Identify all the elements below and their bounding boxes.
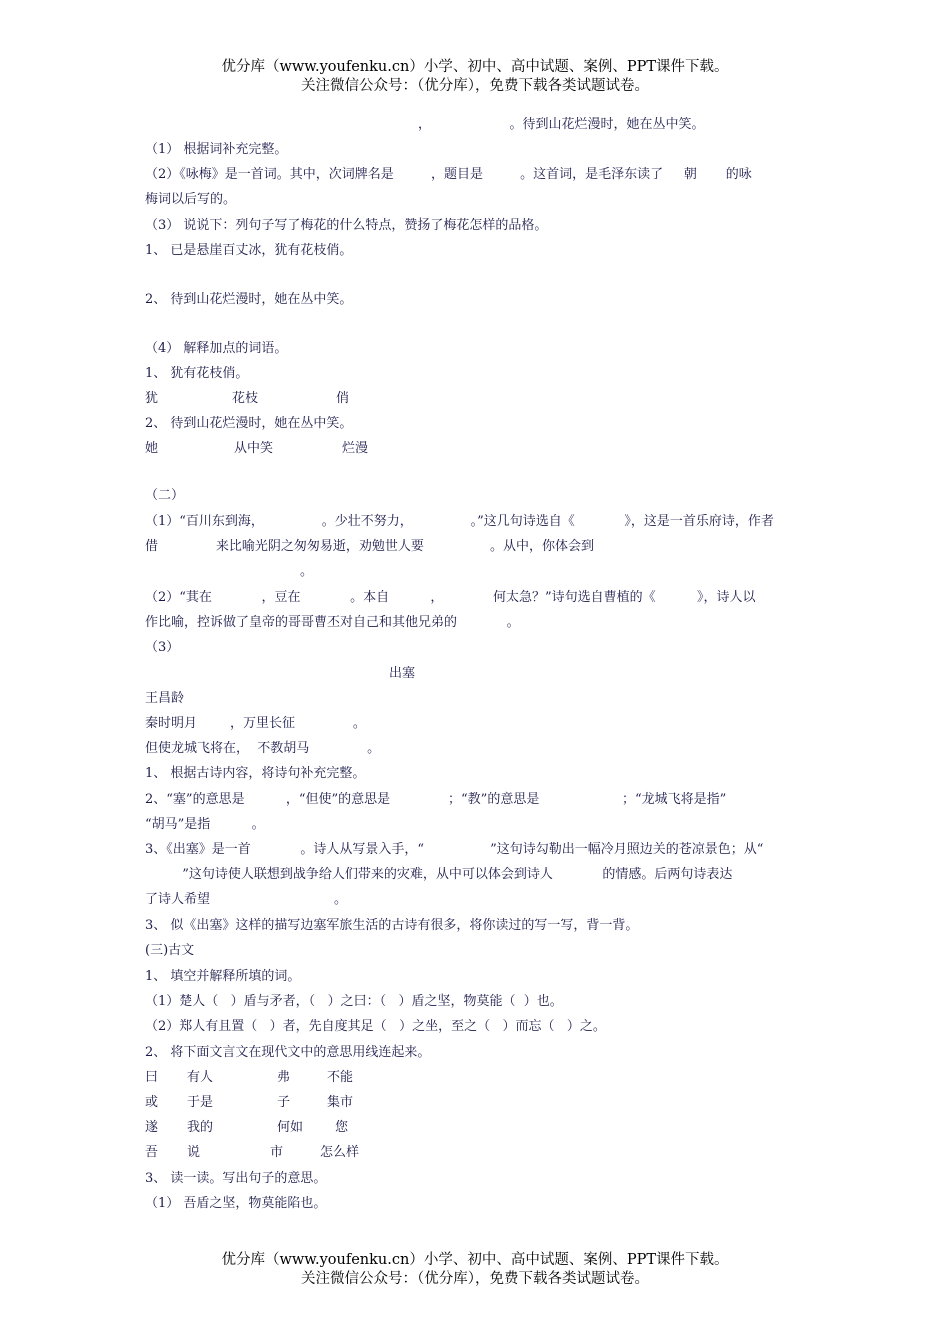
s2-sub-4: 3、 似《出塞》这样的描写边塞军旅生活的古诗有很多，将你读过的写一写，背一背。 (145, 918, 639, 933)
poem-line-1: 秦时明月 ，万里长征 。 (145, 716, 366, 731)
page-header-line2: 关注微信公众号：（优分库），免费下载各类试题试卷。 (301, 78, 649, 94)
match-classical-right: 子 (277, 1095, 291, 1110)
match-classical-left: 遂 (145, 1120, 159, 1135)
s2-sub-1: 1、 根据古诗内容，将诗句补充完整。 (145, 766, 366, 781)
q1-prompt: （1） 根据词补充完整。 (145, 142, 288, 157)
s2-sub-3-line-b: ”这句诗使人联想到战争给人们带来的灾难，从中可以体会到诗人 的情感。后两句诗表达 (145, 867, 733, 882)
word-ta: 她 (145, 441, 159, 456)
page-footer-line2: 关注微信公众号：（优分库），免费下载各类试题试卷。 (301, 1271, 649, 1287)
page-footer-line1: 优分库（www.youfenku.cn）小学、初中、高中试题、案例、PPT课件下载。 (221, 1252, 729, 1268)
match-modern-left: 有人 (187, 1070, 214, 1085)
match-modern-right: 怎么样 (320, 1145, 360, 1160)
s3-q1-item-2: （2）郑人有且置（ ）者，先自度其足（ ）之坐，至之（ ）而忘（ ）之。 (145, 1019, 606, 1034)
match-classical-left: 曰 (145, 1070, 159, 1085)
q3-prompt: （3） 说说下：列句子写了梅花的什么特点，赞扬了梅花怎样的品格。 (145, 218, 548, 233)
word-qiao: 俏 (336, 391, 350, 406)
word-congzhongxiao: 从中笑 (234, 441, 274, 456)
match-modern-right: 不能 (327, 1070, 354, 1085)
s2-q2-line-a: （2）“萁在 ，豆在 。本自 ， 何太急？”诗句选自曹植的《 》，诗人以 (145, 590, 756, 605)
q3-item-1: 1、 已是悬崖百丈冰，犹有花枝俏。 (145, 243, 353, 258)
s2-q1-line-c: 。 (300, 564, 314, 579)
q4-item-1: 1、 犹有花枝俏。 (145, 366, 249, 381)
q3-item-2: 2、 待到山花烂漫时，她在丛中笑。 (145, 292, 353, 307)
match-classical-left: 或 (145, 1095, 159, 1110)
match-classical-right: 何如 (277, 1120, 304, 1135)
q2-line-a: （2）《咏梅》是一首词。其中，次词牌名是 ，题目是 。这首词，是毛泽东读了 朝 的咏 (145, 167, 752, 182)
s2-sub-3-line-a: 3、《出塞》是一首 。诗人从写景入手，“ ”这句诗勾勒出一幅冷月照边关的苍凉景色；从“ (145, 842, 764, 857)
s2-q1-line-b: 借 来比喻光阴之匆匆易逝，劝勉世人要 。从中，你体会到 (145, 539, 594, 554)
s3-q3-item-1: （1） 吾盾之坚，物莫能陷也。 (145, 1196, 327, 1211)
poem-line-fill: ， 。待到山花烂漫时，她在丛中笑。 (418, 117, 705, 132)
match-modern-right: 您 (335, 1120, 349, 1135)
match-classical-left: 吾 (145, 1145, 159, 1160)
match-modern-left: 于是 (187, 1095, 214, 1110)
match-classical-right: 弗 (277, 1070, 291, 1085)
s2-q3-label: （3） (145, 640, 180, 655)
poem-title: 出塞 (389, 666, 416, 681)
match-modern-right: 集市 (327, 1095, 354, 1110)
match-classical-right: 市 (270, 1145, 284, 1160)
word-huazhi: 花枝 (232, 391, 259, 406)
match-modern-left: 说 (187, 1145, 201, 1160)
s2-sub-3-line-c: 了诗人希望 。 (145, 892, 347, 907)
poem-line-2: 但使龙城飞将在， 不教胡马 。 (145, 741, 381, 756)
section2-title: （二） (145, 488, 185, 503)
s3-q1-item-1: （1）楚人（ ）盾与矛者，（ ）之曰：（ ）盾之坚，物莫能（ ）也。 (145, 994, 563, 1009)
s2-sub-2-line-a: 2、“塞”的意思是 ，“但使”的意思是 ；“教”的意思是 ；“龙城飞将是指” (145, 792, 727, 807)
s2-q2-line-b: 作比喻，控诉做了皇帝的哥哥曹丕对自己和其他兄弟的 。 (145, 615, 520, 630)
s3-q2: 2、 将下面文言文在现代文中的意思用线连起来。 (145, 1045, 431, 1060)
s3-q1: 1、 填空并解释所填的词。 (145, 969, 301, 984)
match-modern-left: 我的 (187, 1120, 214, 1135)
s2-q1-line-a: （1）“百川东到海， 。少壮不努力， 。”这几句诗选自《 》，这是一首乐府诗，作者 (145, 514, 774, 529)
q4-prompt: （4） 解释加点的词语。 (145, 341, 288, 356)
word-lanman: 烂漫 (342, 441, 369, 456)
section3-title: (三)古文 (145, 943, 195, 958)
s3-q3: 3、 读一读。写出句子的意思。 (145, 1171, 327, 1186)
poem-author: 王昌龄 (145, 691, 185, 706)
q4-item-2: 2、 待到山花烂漫时，她在丛中笑。 (145, 416, 353, 431)
q2-line-b: 梅词以后写的。 (145, 192, 237, 207)
word-you: 犹 (145, 391, 159, 406)
s2-sub-2-line-b: “胡马”是指 。 (145, 817, 265, 832)
page-header-line1: 优分库（www.youfenku.cn）小学、初中、高中试题、案例、PPT课件下载。 (221, 59, 729, 75)
